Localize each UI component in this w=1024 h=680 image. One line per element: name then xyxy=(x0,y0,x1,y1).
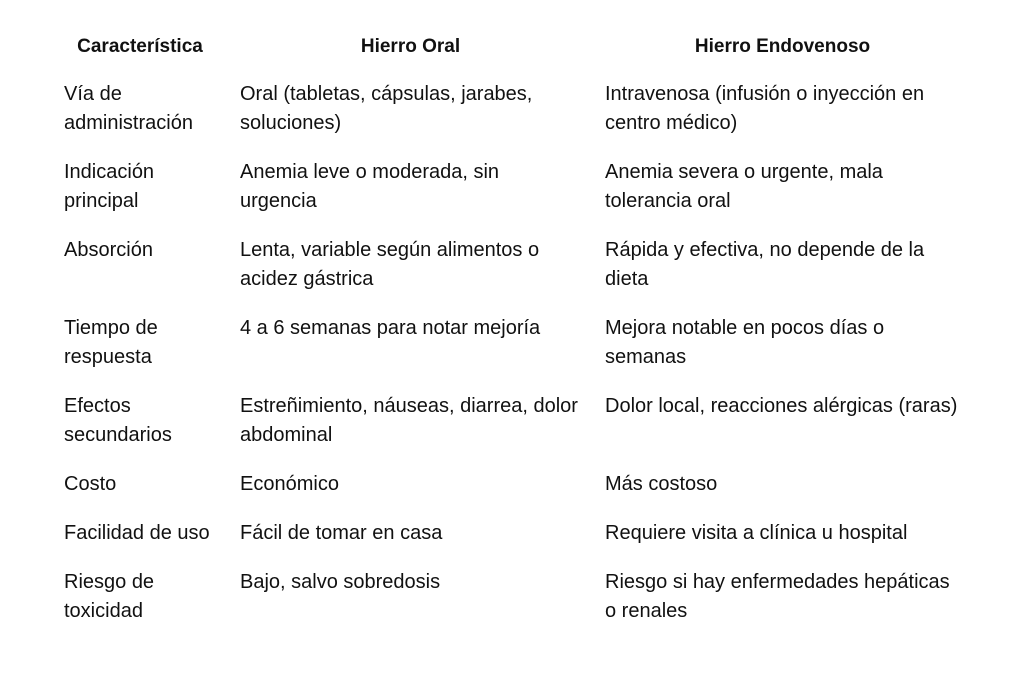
row-oral-cell: Económico xyxy=(240,473,339,495)
row-iv-cell: Más costoso xyxy=(605,473,718,495)
header-row xyxy=(52,24,972,78)
table-row xyxy=(52,236,972,314)
row-iv-cell: Riesgo si hay enfermedades hepáticas o renales xyxy=(605,571,950,622)
row-iv-cell: Dolor local, reacciones alérgicas (raras) xyxy=(605,395,958,417)
row-iv-cell: Anemia severa o urgente, mala tolerancia oral xyxy=(605,161,883,212)
comparison-table xyxy=(52,24,972,646)
row-feature-cell: Costo xyxy=(64,473,117,495)
row-iv-cell: Intravenosa (infusión o inyección en centro médico) xyxy=(605,83,925,134)
row-iv-cell: Mejora notable en pocos días o semanas xyxy=(605,317,885,368)
header-oral-iron: Hierro Oral xyxy=(360,36,461,57)
row-oral-cell: Bajo, salvo sobredosis xyxy=(240,571,441,593)
header-feature: Característica xyxy=(77,36,203,57)
row-oral-cell: Anemia leve o moderada, sin urgencia xyxy=(240,161,500,212)
table-header xyxy=(52,24,972,78)
table-row xyxy=(52,78,972,158)
row-oral-cell: Estreñimiento, náuseas, diarrea, dolor abdominal xyxy=(240,395,578,446)
row-oral-cell: 4 a 6 semanas para notar mejoría xyxy=(240,317,541,339)
table-body xyxy=(52,78,972,646)
row-feature-cell: Riesgo de toxicidad xyxy=(64,571,155,622)
table-row xyxy=(52,568,972,646)
row-feature-cell: Efectos secundarios xyxy=(64,395,172,446)
header-iv-iron: Hierro Endovenoso xyxy=(694,36,871,57)
row-feature-cell: Vía de administración xyxy=(64,83,193,134)
row-oral-cell: Fácil de tomar en casa xyxy=(240,522,443,544)
table-row xyxy=(52,392,972,470)
table-row xyxy=(52,519,972,568)
table-row xyxy=(52,314,972,392)
row-feature-cell: Tiempo de respuesta xyxy=(64,317,158,368)
table-row xyxy=(52,470,972,519)
row-oral-cell: Oral (tabletas, cápsulas, jarabes, soluciones) xyxy=(240,83,533,134)
row-iv-cell: Requiere visita a clínica u hospital xyxy=(605,522,908,544)
row-feature-cell: Facilidad de uso xyxy=(64,522,210,544)
row-oral-cell: Lenta, variable según alimentos o acidez gástrica xyxy=(240,239,540,290)
row-feature-cell: Indicación principal xyxy=(64,161,155,212)
table-row xyxy=(52,158,972,236)
row-feature-cell: Absorción xyxy=(64,239,153,261)
row-iv-cell: Rápida y efectiva, no depende de la dieta xyxy=(605,239,925,290)
